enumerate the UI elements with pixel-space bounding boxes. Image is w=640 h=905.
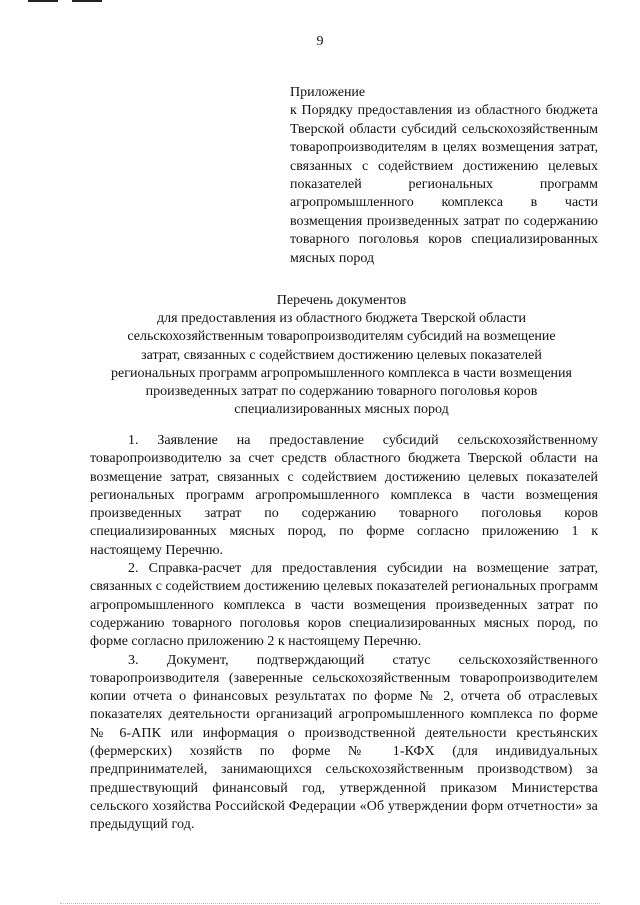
appendix-block — [290, 84, 598, 268]
document-title-line: региональных программ агропромышленного комплекса в части возмещения — [111, 365, 572, 381]
document-title-line: специализированных мясных пород — [234, 402, 449, 418]
document-title-line: для предоставления из областного бюджета Тверской области — [157, 311, 526, 327]
document-list — [90, 432, 598, 835]
document-title-line: произведенных затрат по содержанию товарного поголовья коров — [145, 384, 538, 400]
appendix-body: к Порядку предоставления из областного бюджета Тверской области субсидий сельскохозяйственным товаропроизводителям в целях возмещения затрат, связанных с содействием достижению целевых показателей региональных программ агропромышленного комплекса в части возмещения произведенных затрат по содержанию товарного поголовья коров специализированных мясных пород — [290, 103, 598, 266]
scan-edge-mark — [28, 0, 58, 2]
document-title — [85, 292, 598, 419]
scan-edge-mark — [72, 0, 102, 2]
list-item: 2. Справка-расчет для предоставления субсидии на возмещение затрат, связанных с содействием достижению целевых показателей региональных программ агропромышленного комплекса в части возмещения произведенных затрат по содержанию товарного поголовья коров специализированных мясных пород, по форме согласно приложению 2 к настоящему Перечню. — [90, 561, 598, 650]
page-number: 9 — [316, 34, 324, 49]
document-title-line: затрат, связанных с содействием достижению целевых показателей — [141, 347, 542, 363]
list-item: 3. Документ, подтверждающий статус сельскохозяйственного товаропроизводителя (заверенные сельскохозяйственным товаропроизводителем копии отчета о финансовых результатах по форме № 2, отчета об отраслевых показателях деятельности организаций агропромышленного комплекса по форме № 6-АПК или информация о производственной деятельности крестьянских (фермерских) хозяйств по форме № 1-КФХ (для индивидуальных предпринимателей, занимающихся сельскохозяйственным производством) за предшествующий финансовый год, утвержденной приказом Министерства сельского хозяйства Российской Федерации «Об утверждении форм отчетности» за предыдущий год. — [90, 652, 598, 833]
document-heading: Перечень документов — [276, 293, 407, 308]
page-bottom-edge — [60, 903, 600, 904]
list-item: 1. Заявление на предоставление субсидий сельскохозяйственному товаропроизводителю за счет средств областного бюджета Тверской области на возмещение затрат, связанных с содействием достижению целевых показателей региональных программ агропромышленного комплекса в части возмещения произведенных затрат по содержанию товарного поголовья коров специализированных мясных пород, по форме согласно приложению 1 к настоящему Перечню. — [90, 433, 598, 558]
appendix-title: Приложение — [290, 85, 366, 100]
document-title-line: сельскохозяйственным товаропроизводителям субсидий на возмещение — [127, 329, 556, 345]
